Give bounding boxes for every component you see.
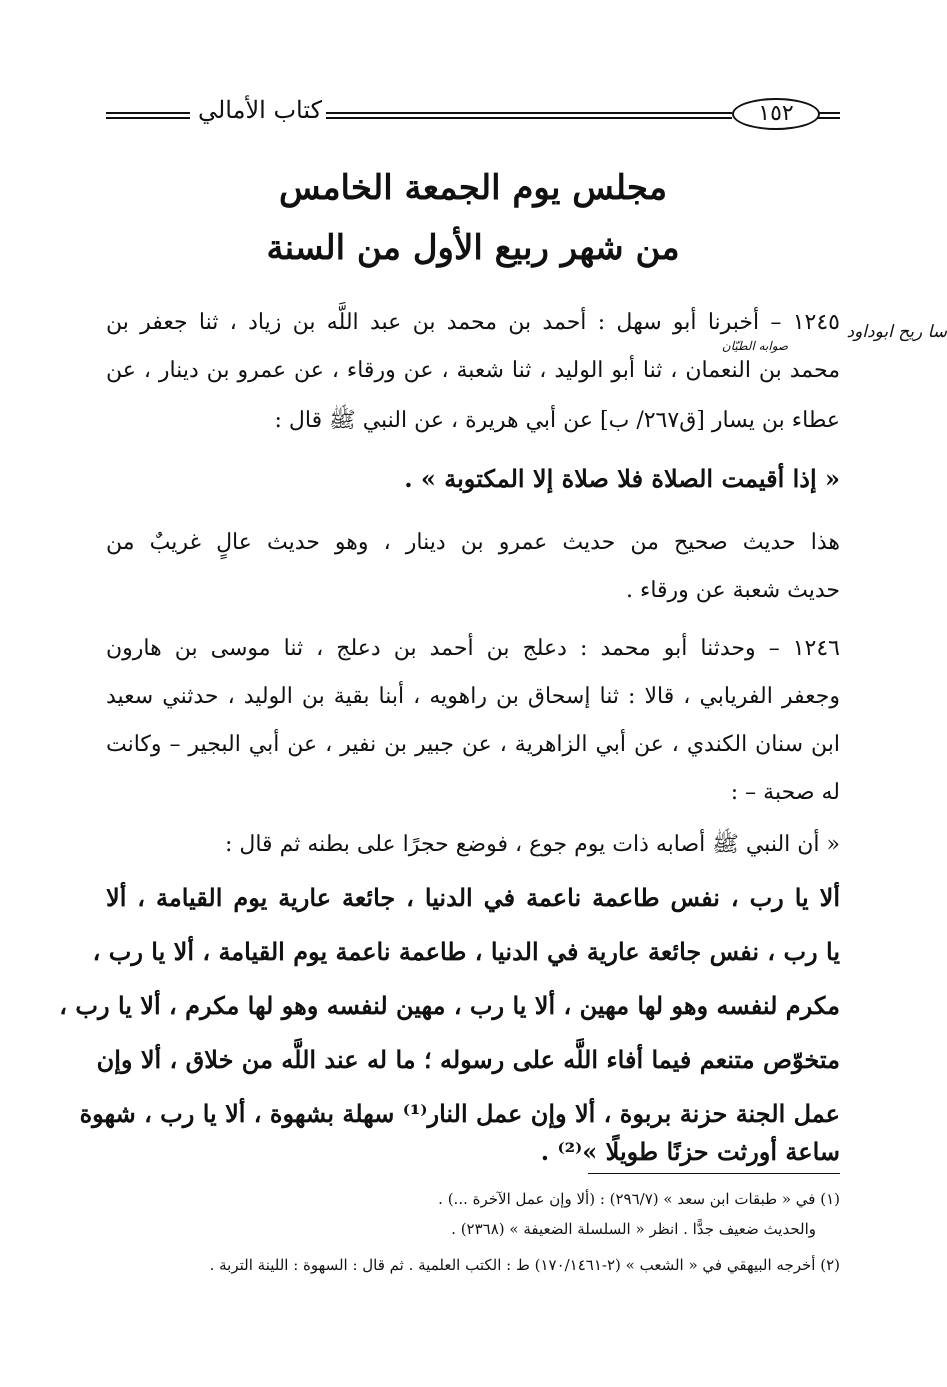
header-rule-left	[106, 112, 190, 119]
body-line: له صحبة – :	[730, 780, 840, 805]
body-line: « أن النبي ﷺ أصابه ذات يوم جوع ، فوضع حجرًا على بطنه ثم قال :	[224, 832, 840, 857]
body-line: وجعفر الفريابي ، قالا : ثنا إسحاق بن راهويه ، أبنا بقية بن الوليد ، حدثني سعيد	[106, 684, 840, 709]
footnote: والحديث ضعيف جدًّا . انظر « السلسلة الضعيفة » (٢٣٦٨) .	[451, 1220, 816, 1238]
page-number: ١٥٢	[732, 98, 820, 130]
header-rule-middle	[326, 112, 732, 119]
body-line: عطاء بن يسار [ق٢٦٧/ ب] عن أبي هريرة ، عن النبي ﷺ قال :	[274, 408, 840, 433]
hadith-text: مكرم لنفسه وهو لها مهين ، ألا يا رب ، مهين لنفسه وهو لها مكرم ، ألا يا رب ،	[59, 991, 840, 1020]
hadith-text: يا رب ، نفس جائعة عارية في الدنيا ، طاعمة ناعمة يوم القيامة ، ألا يا رب ،	[92, 937, 840, 966]
body-line: محمد بن النعمان ، ثنا أبو الوليد ، ثنا شعبة ، عن ورقاء ، عن عمرو بن دينار ، عن	[106, 358, 840, 383]
body-line: حديث شعبة عن ورقاء .	[625, 578, 840, 603]
body-line: ١٢٤٦ – وحدثنا أبو محمد : دعلج بن أحمد بن دعلج ، ثنا موسى بن هارون	[106, 636, 840, 661]
header-rule-right	[818, 112, 840, 119]
hadith-text: « إذا أقيمت الصلاة فلا صلاة إلا المكتوبة » .	[404, 464, 840, 493]
session-title: مجلس يوم الجمعة الخامس	[278, 168, 668, 208]
handwritten-margin-note: سا ريح ابوداود	[846, 322, 947, 342]
session-subtitle: من شهر ربيع الأول من السنة	[266, 228, 680, 268]
hadith-text: متخوّص متنعم فيما أفاء اللَّه على رسوله ؛ ما له عند اللَّه من خلاق ، ألا وإن	[96, 1045, 840, 1074]
body-line: هذا حديث صحيح من حديث عمرو بن دينار ، وهو حديث عالٍ غريبٌ من	[106, 530, 840, 555]
hadith-text: ألا يا رب ، نفس طاعمة ناعمة في الدنيا ، جائعة عارية يوم القيامة ، ألا	[106, 883, 840, 912]
footnote-separator	[588, 1173, 840, 1174]
hadith-text: ساعة أورثت حزنًا طويلًا »⁽²⁾ .	[540, 1137, 840, 1166]
body-line: ابن سنان الكندي ، عن أبي الزاهرية ، عن جبير بن نفير ، عن أبي البجير – وكانت	[106, 732, 840, 757]
running-header-book-title: كتاب الأمالي	[197, 96, 323, 124]
hadith-text: عمل الجنة حزنة بربوة ، ألا وإن عمل النار⁽¹⁾ سهلة بشهوة ، ألا يا رب ، شهوة	[79, 1099, 840, 1128]
footnote: (٢) أخرجه البيهقي في « الشعب » (٢-١٧٠/١٤٦١) ط : الكتب العلمية . ثم قال : السهوة : اللينة التربة .	[209, 1256, 840, 1274]
handwritten-correction-note: صوابه الطيّان	[721, 339, 789, 353]
footnote: (١) في « طبقات ابن سعد » (٢٩٦/٧) : (ألا وإن عمل الآخرة ...) .	[438, 1190, 840, 1208]
body-line: ١٢٤٥ – أخبرنا أبو سهل : أحمد بن محمد بن عبد اللَّه بن زياد ، ثنا جعفر بن	[106, 310, 840, 335]
